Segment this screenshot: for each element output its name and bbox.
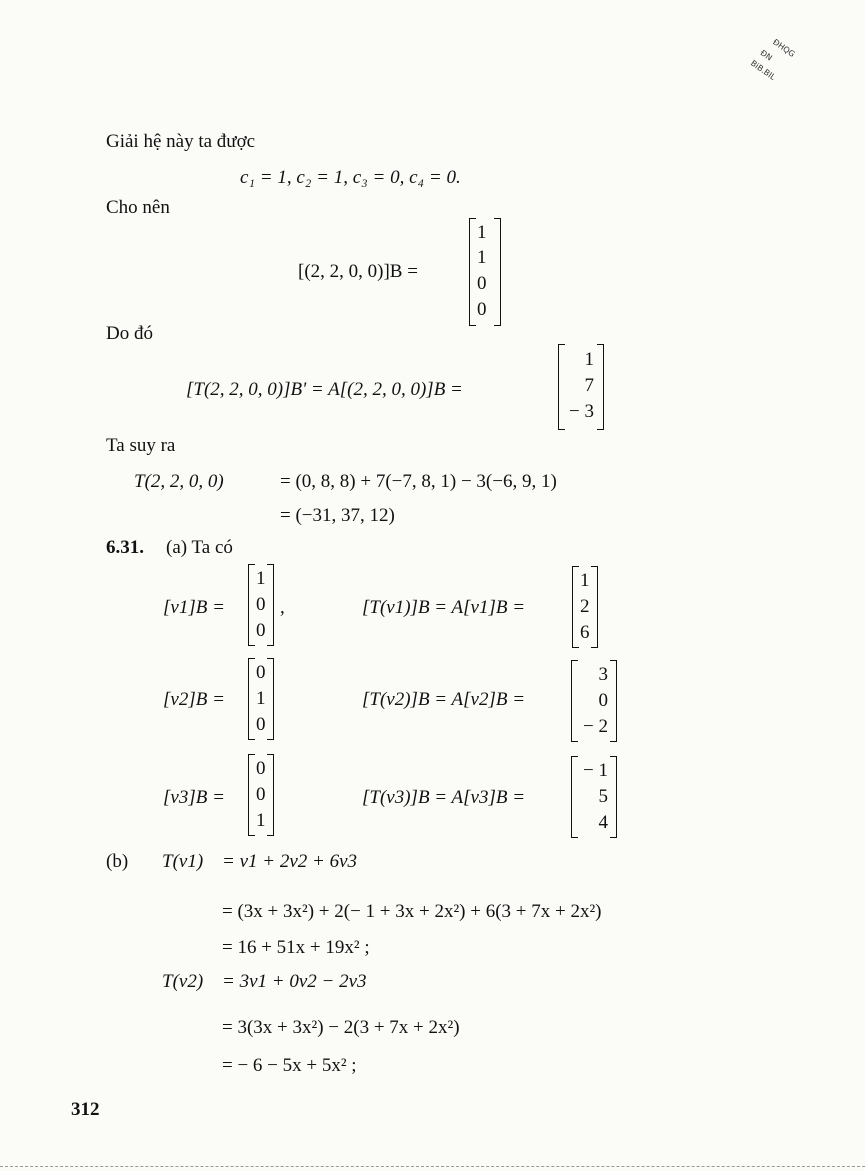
equation-step: = 16 + 51x + 19x² ; [222,937,370,958]
equation-step: = 3(3x + 3x²) − 2(3 + 7x + 2x²) [222,1017,460,1038]
column-vector: − 1 5 4 [571,756,617,838]
column-vector: 1 7 − 3 [558,344,604,430]
exercise-number: 6.31. [106,537,144,558]
equation-step: = (3x + 3x²) + 2(− 1 + 3x + 2x²) + 6(3 + 7x + 2x²) [222,901,602,922]
column-vector: 1 2 6 [572,566,598,648]
svg-text:BiB.BIL: BiB.BIL [748,58,778,83]
equation-rhs: = 3v1 + 0v2 − 2v3 [222,971,367,992]
text-line: (a) Ta có [166,537,233,558]
column-vector: 1 1 0 0 [469,218,501,326]
column-vector: 3 0 − 2 [571,660,617,742]
column-vector: 0 1 0 [248,658,274,740]
equation-step: = − 6 − 5x + 5x² ; [222,1055,357,1076]
text-line: Ta suy ra [106,435,176,456]
text-line: Giải hệ này ta được [106,131,256,152]
page-number: 312 [71,1099,100,1120]
equation-coordinate: [(2, 2, 0, 0)]B = [298,261,418,282]
coord-label: [v2]B = [163,689,225,710]
equation-lhs: T(v1) [162,851,204,872]
column-vector: 0 0 1 [248,754,274,836]
equation-lhs: T(v2) [162,971,204,992]
equation-coefficients: c₁ = 1, c₂ = 1, c₃ = 0, c₄ = 0. [240,167,461,188]
transform-label: [T(v1)]B = A[v1]B = [362,597,526,618]
part-label: (b) [106,851,129,872]
coord-label: [v1]B = [163,597,225,618]
equation-rhs: = v1 + 2v2 + 6v3 [222,851,358,872]
equation-rhs: = (0, 8, 8) + 7(−7, 8, 1) − 3(−6, 9, 1) [280,471,557,492]
library-stamp [748,36,802,96]
column-vector: 1 0 0 [248,564,274,646]
text-line: Do đó [106,323,153,344]
page-edge [0,1166,865,1167]
equation-result: = (−31, 37, 12) [280,505,395,526]
transform-label: [T(v2)]B = A[v2]B = [362,689,526,710]
svg-text:ĐN: ĐN [758,48,774,63]
transform-label: [T(v3)]B = A[v3]B = [362,787,526,808]
coord-label: [v3]B = [163,787,225,808]
text-line: Cho nên [106,197,170,218]
svg-text:ĐHQG: ĐHQG [771,37,797,59]
equation-transform: [T(2, 2, 0, 0)]B' = A[(2, 2, 0, 0)]B = [186,379,463,400]
equation-lhs: T(2, 2, 0, 0) [134,471,224,492]
